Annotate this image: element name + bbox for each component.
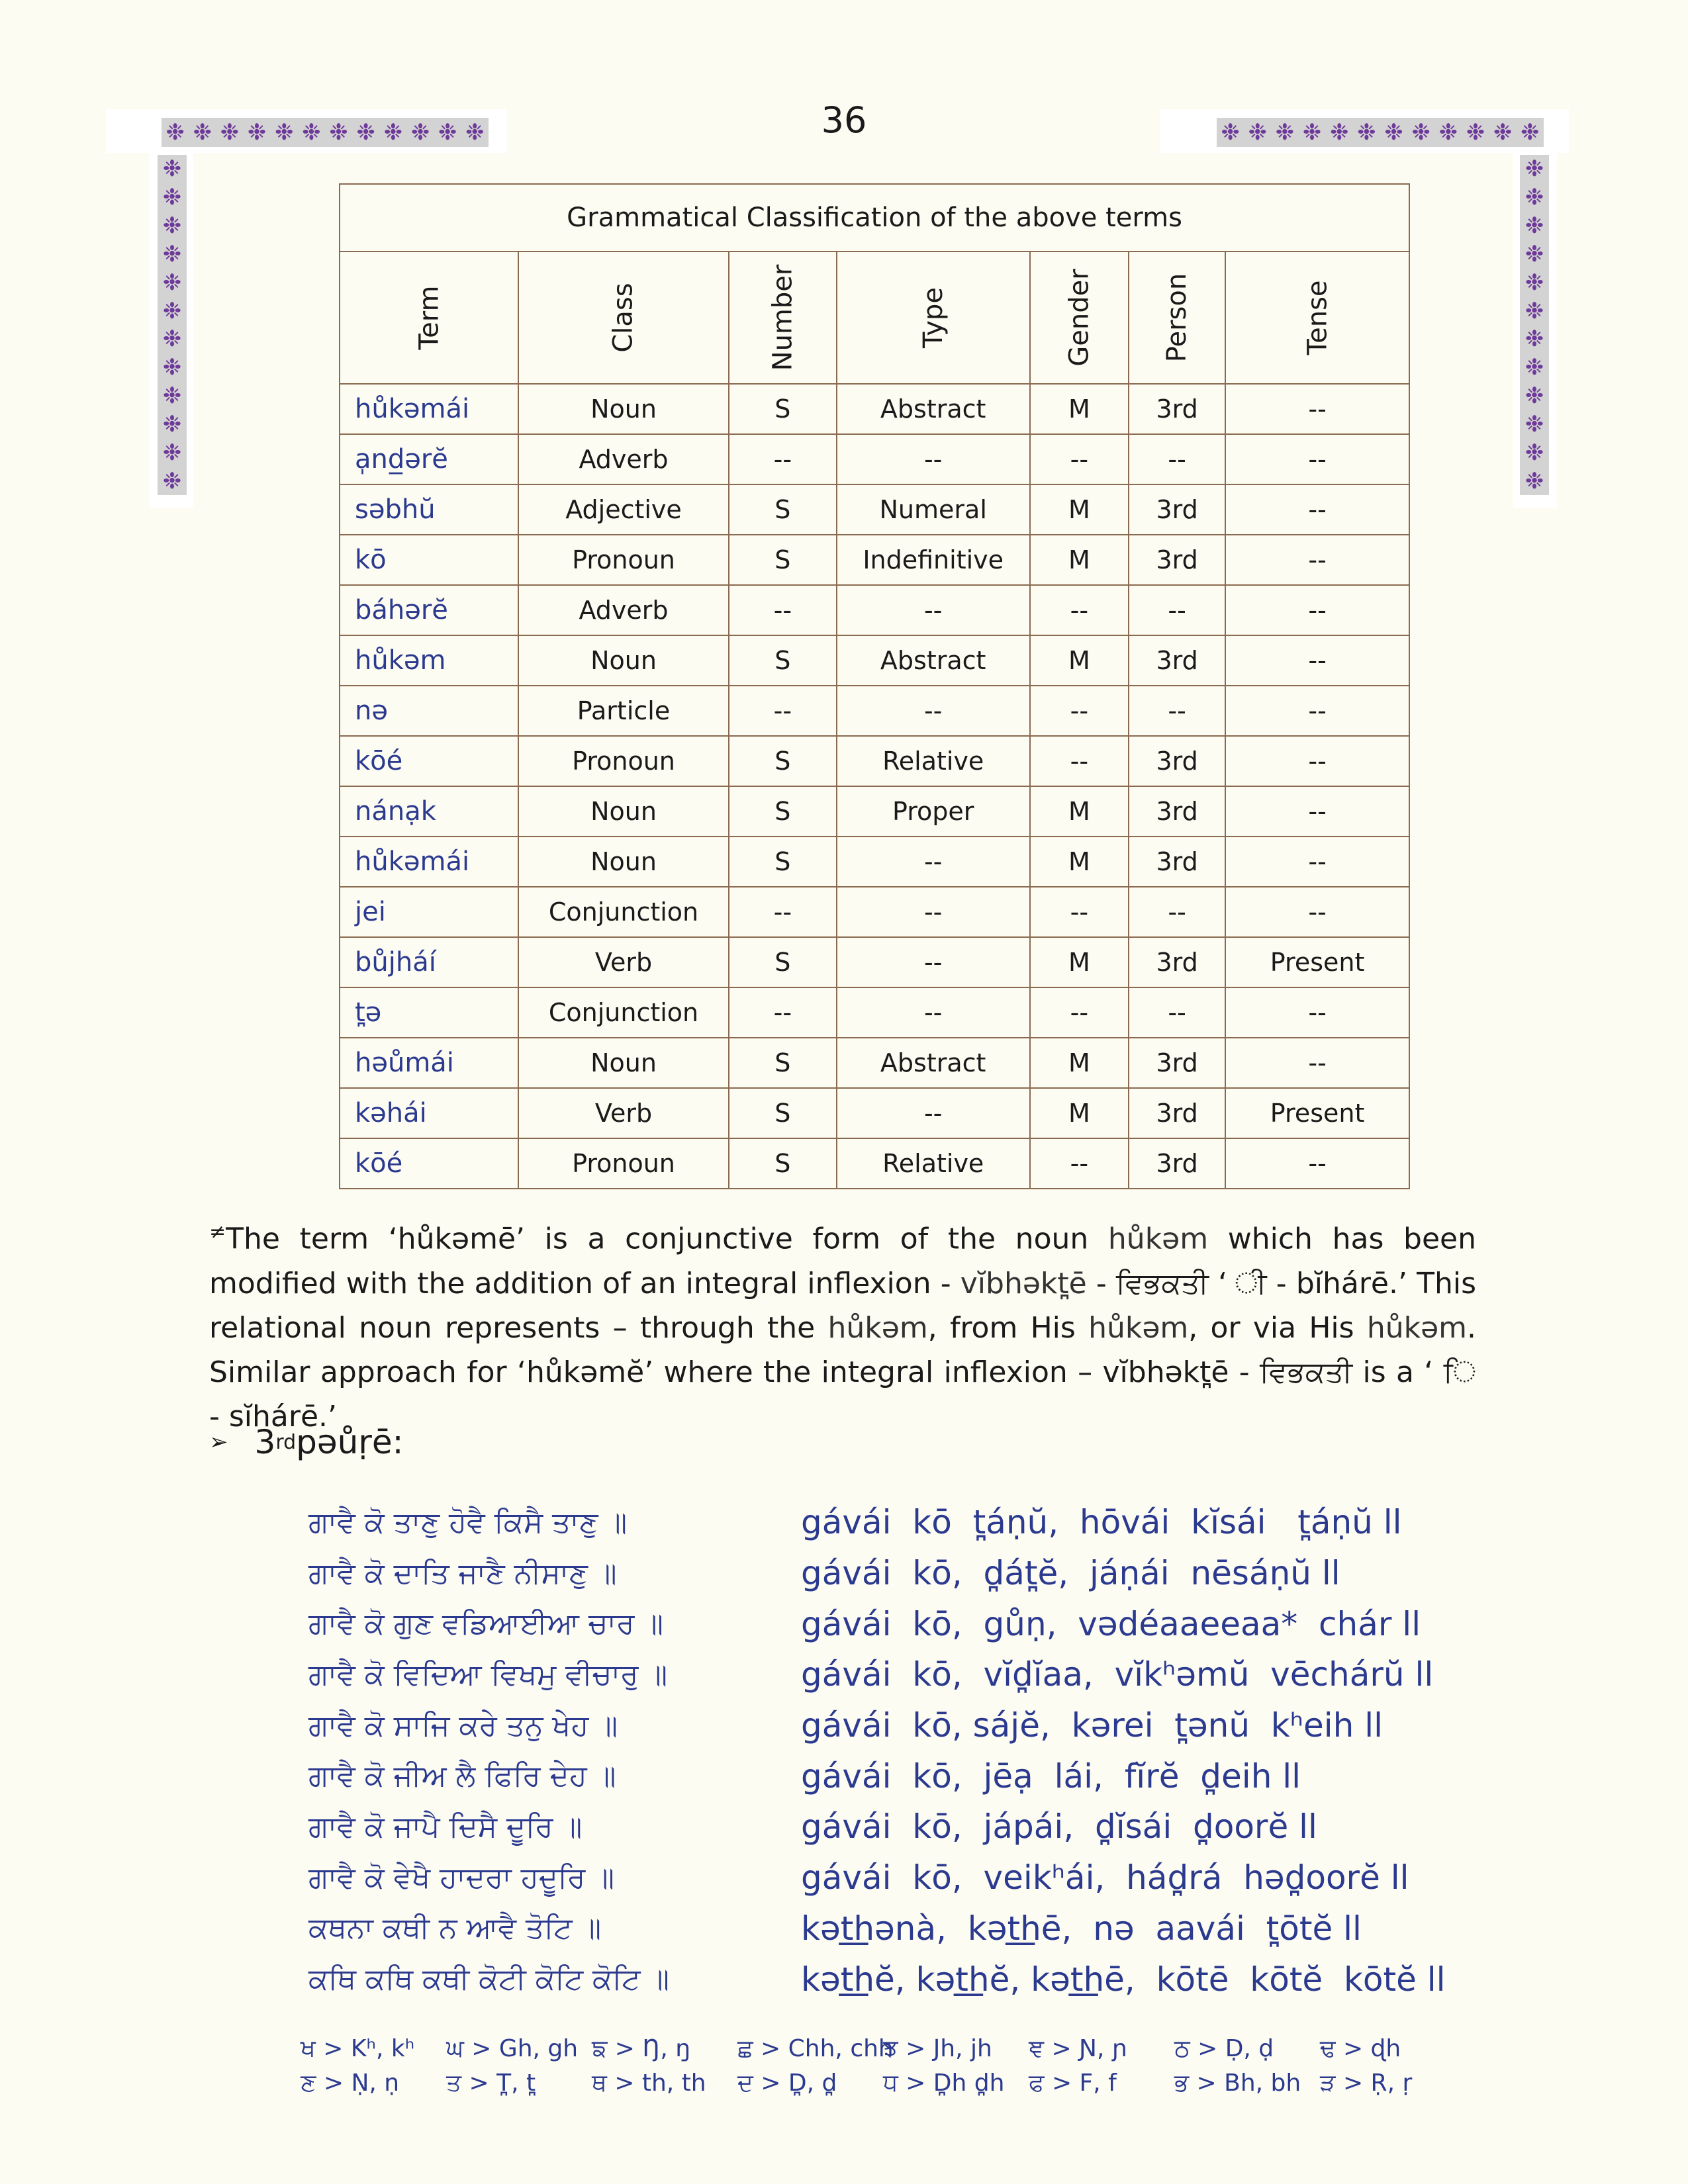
table-row: [340, 987, 1409, 1038]
flower-ornament-icon: ❉: [1524, 240, 1544, 267]
flower-ornament-icon: ❉: [247, 119, 267, 146]
table-cell-type: --: [837, 686, 1030, 736]
flower-ornament-icon: ❉: [1521, 119, 1540, 146]
table-cell-class: Verb: [518, 937, 729, 987]
flower-ornament-icon: ❉: [162, 297, 182, 324]
legend-item: ਦ > D̪, d̪: [737, 2070, 837, 2097]
column-header-number: Number: [729, 251, 837, 384]
table-cell-tense: --: [1225, 686, 1409, 736]
table-cell-tense: --: [1225, 837, 1409, 887]
table-cell-term: a̩nd̲ərĕ: [340, 434, 518, 484]
verse-line: [308, 1852, 1500, 1903]
flower-ornament-icon: ❉: [162, 269, 182, 296]
flower-ornament-icon: ❉: [1384, 119, 1403, 146]
flower-ornament-icon: ❉: [329, 119, 348, 146]
legend-item: ਙ > Ŋ, ŋ: [592, 2035, 691, 2062]
legend-row: [301, 2032, 1479, 2066]
table-cell-number: S: [729, 837, 837, 887]
table-cell-term: jei: [340, 887, 518, 937]
table-cell-term: t̪ə: [340, 987, 518, 1038]
table-cell-gender: M: [1030, 384, 1129, 434]
table-cell-class: Adverb: [518, 585, 729, 635]
note-term-2: vĭbhəkt̪ē: [960, 1266, 1087, 1300]
table-cell-type: Proper: [837, 786, 1030, 837]
table-cell-gender: M: [1030, 937, 1129, 987]
table-cell-tense: --: [1225, 887, 1409, 937]
flower-ornament-icon: ❉: [1302, 119, 1322, 146]
table-cell-term: kəhái: [340, 1088, 518, 1138]
table-cell-type: Indefinitive: [837, 535, 1030, 585]
table-cell-class: Pronoun: [518, 1138, 729, 1189]
table-cell-gender: M: [1030, 484, 1129, 535]
border-right: [1520, 155, 1549, 495]
note-term-4: hůkəm: [1088, 1310, 1189, 1345]
table-cell-class: Particle: [518, 686, 729, 736]
note-text-5: , or via His: [1188, 1310, 1367, 1345]
flower-ornament-icon: ❉: [1524, 467, 1544, 494]
column-header-gender: Gender: [1030, 251, 1129, 384]
table-cell-number: S: [729, 736, 837, 786]
table-cell-term: kōé: [340, 736, 518, 786]
note-text-4: , from His: [927, 1310, 1089, 1345]
table-row: [340, 736, 1409, 786]
note-term-1: hůkəm: [1107, 1222, 1209, 1256]
table-cell-person: 3rd: [1129, 1138, 1225, 1189]
flower-ornament-icon: ❉: [162, 326, 182, 353]
transliteration-legend: [301, 2032, 1479, 2101]
flower-ornament-icon: ❉: [302, 119, 321, 146]
explanatory-note: [209, 1210, 1476, 1439]
table-cell-tense: --: [1225, 1138, 1409, 1189]
table-cell-number: --: [729, 585, 837, 635]
table-row: [340, 887, 1409, 937]
flower-ornament-icon: ❉: [1275, 119, 1295, 146]
flower-ornament-icon: ❉: [1357, 119, 1376, 146]
table-cell-type: --: [837, 887, 1030, 937]
note-text-1: The term ‘hůkəmē’ is a conjunctive form of the noun: [226, 1222, 1108, 1256]
table-cell-term: kō: [340, 535, 518, 585]
table-cell-gender: M: [1030, 786, 1129, 837]
flower-ornament-icon: ❉: [162, 156, 182, 183]
table-cell-term: həůmái: [340, 1038, 518, 1088]
table-cell-number: --: [729, 987, 837, 1038]
column-header-person: Person: [1129, 251, 1225, 384]
table-cell-tense: --: [1225, 635, 1409, 686]
table-cell-person: 3rd: [1129, 1038, 1225, 1088]
table-cell-gender: --: [1030, 1138, 1129, 1189]
table-cell-class: Noun: [518, 635, 729, 686]
flower-ornament-icon: ❉: [1438, 119, 1458, 146]
table-cell-gender: M: [1030, 635, 1129, 686]
flower-ornament-icon: ❉: [383, 119, 403, 146]
verse-gurmukhi: ਗਾਵੈ ਕੋ ਜੀਅ ਲੈ ਫਿਰਿ ਦੇਹ ॥: [308, 1759, 616, 1794]
flower-ornament-icon: ❉: [356, 119, 375, 146]
verse-gurmukhi: ਗਾਵੈ ਕੋ ਵੇਖੈ ਹਾਦਰਾ ਹਦੂਰਿ ॥: [308, 1860, 614, 1895]
table-cell-gender: --: [1030, 686, 1129, 736]
table-cell-term: báhərĕ: [340, 585, 518, 635]
table-cell-number: S: [729, 786, 837, 837]
legend-item: ੜ > Ṛ, ṛ: [1320, 2070, 1413, 2097]
flower-ornament-icon: ❉: [1524, 439, 1544, 466]
table-cell-gender: M: [1030, 837, 1129, 887]
table-cell-tense: --: [1225, 786, 1409, 837]
flower-ornament-icon: ❉: [162, 383, 182, 410]
flower-ornament-icon: ❉: [1524, 410, 1544, 437]
table-row: [340, 686, 1409, 736]
note-term-3: hůkəm: [827, 1310, 928, 1345]
verse-line: [308, 1751, 1500, 1801]
legend-item: ਝ > Jh, jh: [883, 2035, 992, 2062]
verse-transliteration: gávái kō, sájĕ, kərei t̪ənŭ kʰeih ll: [801, 1706, 1383, 1745]
table-cell-type: Numeral: [837, 484, 1030, 535]
verse-gurmukhi: ਗਾਵੈ ਕੋ ਜਾਪੈ ਦਿਸੈ ਦੂਰਿ ॥: [308, 1809, 583, 1844]
table-cell-class: Noun: [518, 786, 729, 837]
flower-ornament-icon: ❉: [165, 119, 185, 146]
flower-ornament-icon: ❉: [162, 184, 182, 211]
table-cell-type: --: [837, 585, 1030, 635]
table-cell-type: --: [837, 1088, 1030, 1138]
verse-gurmukhi: ਗਾਵੈ ਕੋ ਦਾਤਿ ਜਾਣੈ ਨੀਸਾਣੁ ॥: [308, 1556, 617, 1590]
note-text-6: . Similar approach for ‘hůkəmĕ’ where the integral inflexion –: [209, 1310, 1477, 1389]
table-cell-number: S: [729, 535, 837, 585]
verse-line: [308, 1497, 1500, 1548]
legend-item: ਧ > D̪h d̪h: [883, 2070, 1005, 2097]
flower-ornament-icon: ❉: [162, 212, 182, 240]
flower-ornament-icon: ❉: [1248, 119, 1267, 146]
flower-ornament-icon: ❉: [1524, 269, 1544, 296]
table-row: [340, 786, 1409, 837]
verse-line: [308, 1954, 1500, 2005]
table-cell-gender: M: [1030, 1088, 1129, 1138]
verse-gurmukhi: ਕਥਿ ਕਥਿ ਕਥੀ ਕੋਟੀ ਕੋਟਿ ਕੋਟਿ ॥: [308, 1962, 670, 1997]
table-cell-class: Noun: [518, 1038, 729, 1088]
table-cell-type: Abstract: [837, 384, 1030, 434]
flower-ornament-icon: ❉: [410, 119, 430, 146]
legend-item: ਞ > Ɲ, ɲ: [1029, 2035, 1128, 2062]
legend-item: ਫ > F, f: [1029, 2070, 1117, 2097]
flower-ornament-icon: ❉: [1493, 119, 1513, 146]
table-cell-tense: --: [1225, 535, 1409, 585]
verse-line: [308, 1801, 1500, 1852]
table-cell-class: Adjective: [518, 484, 729, 535]
table-cell-person: 3rd: [1129, 1088, 1225, 1138]
table-cell-class: Adverb: [518, 434, 729, 484]
note-marker: ≠: [209, 1220, 226, 1244]
legend-item: ਘ > Gh, gh: [446, 2035, 579, 2062]
pauri-title: pəůṛē:: [296, 1423, 404, 1461]
legend-item: ਢ > ɖh: [1320, 2035, 1401, 2062]
flower-ornament-icon: ❉: [1524, 184, 1544, 211]
table-cell-type: Relative: [837, 1138, 1030, 1189]
flower-ornament-icon: ❉: [1524, 297, 1544, 324]
pauri-ordinal-suffix: rd: [275, 1430, 297, 1454]
table-cell-class: Conjunction: [518, 987, 729, 1038]
note-text-7: - ਵਿਭਕਤੀ is a ‘ ਿ - sĭhárē.’: [209, 1355, 1476, 1433]
table-cell-number: S: [729, 1138, 837, 1189]
table-cell-person: 3rd: [1129, 937, 1225, 987]
verse-transliteration: kət͟hənà, kət͟hē, nə aavái t̪ōtĕ ll: [801, 1909, 1362, 1948]
flower-ornament-icon: ❉: [1524, 326, 1544, 353]
table-cell-class: Verb: [518, 1088, 729, 1138]
table-cell-person: --: [1129, 434, 1225, 484]
table-cell-term: kōé: [340, 1138, 518, 1189]
verse-gurmukhi: ਗਾਵੈ ਕੋ ਗੁਣ ਵਡਿਆਈਆ ਚਾਰ ॥: [308, 1607, 664, 1641]
table-cell-number: S: [729, 384, 837, 434]
table-cell-class: Noun: [518, 837, 729, 887]
table-cell-number: S: [729, 635, 837, 686]
legend-item: ਖ > Kʰ, kʰ: [301, 2035, 415, 2062]
note-term-6: vĭbhəkt̪ē: [1102, 1355, 1229, 1389]
page-number: 36: [821, 99, 867, 141]
legend-row: [301, 2066, 1479, 2101]
table-cell-term: bůjháí: [340, 937, 518, 987]
table-cell-gender: M: [1030, 1038, 1129, 1088]
table-cell-tense: --: [1225, 434, 1409, 484]
table-cell-type: Abstract: [837, 635, 1030, 686]
flower-ornament-icon: ❉: [162, 439, 182, 466]
table-cell-person: 3rd: [1129, 484, 1225, 535]
legend-item: ਤ > T̪, t̪: [446, 2070, 536, 2097]
legend-item: ਭ > Bh, bh: [1174, 2070, 1301, 2097]
flower-ornament-icon: ❉: [1411, 119, 1430, 146]
table-row: [340, 384, 1409, 434]
column-header-tense: Tense: [1225, 251, 1409, 384]
table-cell-tense: --: [1225, 736, 1409, 786]
flower-ornament-icon: ❉: [1221, 119, 1240, 146]
table-cell-number: S: [729, 1038, 837, 1088]
table-cell-type: Abstract: [837, 1038, 1030, 1088]
verse-line: [308, 1903, 1500, 1954]
table-cell-person: 3rd: [1129, 837, 1225, 887]
flower-ornament-icon: ❉: [162, 240, 182, 267]
table-caption: Grammatical Classification of the above terms: [340, 184, 1409, 251]
verse-transliteration: gávái kō, jápái, d̪ĭsái d̪oorĕ ll: [801, 1807, 1317, 1846]
table-cell-class: Pronoun: [518, 535, 729, 585]
flower-ornament-icon: ❉: [162, 410, 182, 437]
table-cell-person: 3rd: [1129, 635, 1225, 686]
table-cell-tense: --: [1225, 1038, 1409, 1088]
table-cell-type: Relative: [837, 736, 1030, 786]
table-cell-class: Noun: [518, 384, 729, 434]
table-cell-gender: --: [1030, 736, 1129, 786]
column-header-type: Type: [837, 251, 1030, 384]
table-row: [340, 535, 1409, 585]
verse-gurmukhi: ਗਾਵੈ ਕੋ ਤਾਣੁ ਹੋਵੈ ਕਿਸੈ ਤਾਣੁ ॥: [308, 1505, 628, 1539]
table-row: [340, 1088, 1409, 1138]
table-cell-gender: --: [1030, 887, 1129, 937]
pauri-ordinal: 3: [254, 1423, 276, 1461]
note-text-2: which has been modified with the addition of an integral inflexion -: [209, 1222, 1476, 1300]
table-row: [340, 484, 1409, 535]
table-row: [340, 585, 1409, 635]
flower-ornament-icon: ❉: [193, 119, 212, 146]
table-cell-class: Conjunction: [518, 887, 729, 937]
table-cell-number: --: [729, 887, 837, 937]
table-cell-type: --: [837, 987, 1030, 1038]
verse-transliteration: gávái kō, veikʰái, hád̪rá həd̪oorĕ ll: [801, 1858, 1409, 1897]
table-cell-type: --: [837, 837, 1030, 887]
verse-line: [308, 1700, 1500, 1751]
verse-gurmukhi: ਗਾਵੈ ਕੋ ਵਿਦਿਆ ਵਿਖਮੁ ਵੀਚਾਰੁ ॥: [308, 1657, 668, 1692]
table-cell-person: --: [1129, 987, 1225, 1038]
border-left: [158, 155, 187, 495]
flower-ornament-icon: ❉: [438, 119, 457, 146]
table-cell-tense: --: [1225, 484, 1409, 535]
verse-transliteration: gávái kō t̪áṇŭ, hōvái kĭsái t̪áṇŭ ll: [801, 1503, 1402, 1542]
verse-transliteration: kət͟hĕ, kət͟hĕ, kət͟hē, kōtē kōtĕ kōtĕ ll: [801, 1960, 1446, 1999]
table-cell-class: Pronoun: [518, 736, 729, 786]
legend-item: ਠ > Ḍ, ḍ: [1174, 2035, 1274, 2062]
table-cell-tense: --: [1225, 384, 1409, 434]
table-cell-term: səbhŭ: [340, 484, 518, 535]
flower-ornament-icon: ❉: [1329, 119, 1349, 146]
verse-transliteration: gávái kō, gůṇ, vədéaaeeaa* chár ll: [801, 1604, 1421, 1643]
table-cell-tense: Present: [1225, 1088, 1409, 1138]
table-cell-tense: Present: [1225, 937, 1409, 987]
verse-list: [308, 1497, 1500, 2005]
table-cell-number: S: [729, 937, 837, 987]
column-header-term: Term: [340, 251, 518, 384]
table-cell-term: nə: [340, 686, 518, 736]
pauri-heading: [209, 1423, 404, 1461]
flower-ornament-icon: ❉: [162, 467, 182, 494]
legend-item: ਛ > Chh, chh: [737, 2035, 894, 2062]
flower-ornament-icon: ❉: [465, 119, 485, 146]
table-cell-number: S: [729, 484, 837, 535]
verse-gurmukhi: ਕਥਨਾ ਕਥੀ ਨ ਆਵੈ ਤੋਟਿ ॥: [308, 1911, 602, 1946]
table-cell-gender: --: [1030, 987, 1129, 1038]
classification-table: [339, 183, 1410, 1189]
table-cell-gender: --: [1030, 585, 1129, 635]
table-cell-person: 3rd: [1129, 535, 1225, 585]
flower-ornament-icon: ❉: [162, 354, 182, 381]
table-row: [340, 937, 1409, 987]
table-cell-person: --: [1129, 585, 1225, 635]
table-cell-term: nánạk: [340, 786, 518, 837]
table-cell-number: --: [729, 434, 837, 484]
table-cell-term: hůkəmái: [340, 837, 518, 887]
flower-ornament-icon: ❉: [1524, 156, 1544, 183]
flower-ornament-icon: ❉: [274, 119, 294, 146]
table-cell-person: 3rd: [1129, 786, 1225, 837]
legend-item: ਣ > Ṇ, ṇ: [301, 2070, 400, 2097]
table-cell-tense: --: [1225, 585, 1409, 635]
flower-ornament-icon: ❉: [1466, 119, 1485, 146]
table-cell-type: --: [837, 937, 1030, 987]
table-cell-person: 3rd: [1129, 736, 1225, 786]
table-row: [340, 434, 1409, 484]
table-row: [340, 635, 1409, 686]
verse-line: [308, 1649, 1500, 1700]
table-row: [340, 1038, 1409, 1088]
flower-ornament-icon: ❉: [220, 119, 240, 146]
table-row: [340, 837, 1409, 887]
verse-line: [308, 1548, 1500, 1599]
table-cell-gender: --: [1030, 434, 1129, 484]
table-cell-term: hůkəmái: [340, 384, 518, 434]
flower-ornament-icon: ❉: [1524, 212, 1544, 240]
verse-transliteration: gávái kō, vĭd̪ĭaa, vĭkʰəmŭ vēchárŭ ll: [801, 1655, 1434, 1694]
table-cell-number: S: [729, 1088, 837, 1138]
verse-line: [308, 1598, 1500, 1649]
table-row: [340, 1138, 1409, 1189]
table-cell-number: --: [729, 686, 837, 736]
legend-item: ਥ > th, th: [592, 2070, 706, 2097]
column-header-class: Class: [518, 251, 729, 384]
table-cell-person: --: [1129, 887, 1225, 937]
table-cell-person: --: [1129, 686, 1225, 736]
table-cell-person: 3rd: [1129, 384, 1225, 434]
table-cell-term: hůkəm: [340, 635, 518, 686]
verse-gurmukhi: ਗਾਵੈ ਕੋ ਸਾਜਿ ਕਰੇ ਤਨੁ ਖੇਹ ॥: [308, 1708, 618, 1743]
flower-ornament-icon: ❉: [1524, 383, 1544, 410]
verse-transliteration: gávái kō, jēạ lái, fĭrĕ d̪eih ll: [801, 1756, 1301, 1796]
table-cell-gender: M: [1030, 535, 1129, 585]
note-text-3: - ਵਿਭਕਤੀ ‘ ੀ - bĭhárē.’ This relational noun represents – through the: [209, 1266, 1477, 1345]
table-cell-type: --: [837, 434, 1030, 484]
flower-ornament-icon: ❉: [1524, 354, 1544, 381]
bullet-icon: ➢: [209, 1429, 228, 1455]
table-cell-tense: --: [1225, 987, 1409, 1038]
note-term-5: hůkəm: [1366, 1310, 1468, 1345]
verse-transliteration: gávái kō, d̪át̪ĕ, jáṇái nēsáṇŭ ll: [801, 1554, 1340, 1593]
